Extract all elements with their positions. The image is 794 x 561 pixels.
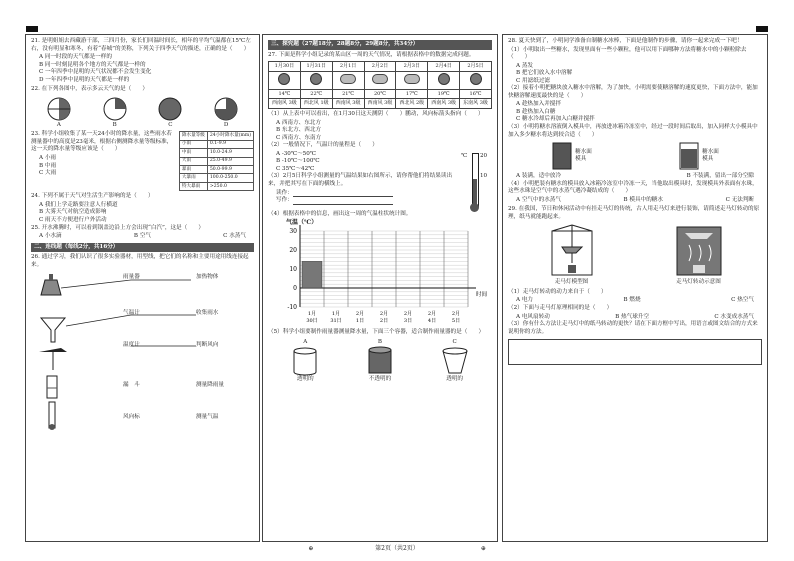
q29-part3: （3）你有什么方法让走马灯中的纸马转动的更快？请在下面方框中写出，用语言或图文结合的方式来说明你的方法。 <box>508 321 758 335</box>
weather-symbol-icon <box>46 96 72 122</box>
label-syrup-surface-b: 糖水面 <box>702 148 719 155</box>
q29-part1-option-c[interactable]: C 热空气 <box>731 297 754 304</box>
chart-x-tick-label: 1月 <box>331 311 341 318</box>
q28-part2-option-b[interactable]: B 趁热加入白糖 <box>516 108 556 115</box>
table-row: 暴雨 50.0-99.9 <box>179 166 253 174</box>
q27-part2: （2）一般情况下，气温计的量程是（ ） <box>268 142 378 149</box>
container-label-b: B <box>377 338 383 345</box>
q27-part1-option-c[interactable]: C 西南方、东南方 <box>276 134 322 141</box>
thermometer-icon <box>49 402 55 430</box>
q27-part1-option-b[interactable]: B 东北方、西北方 <box>276 127 322 134</box>
lantern-rotation-icon <box>673 223 725 279</box>
rainfall-grade-table <box>179 131 254 191</box>
chart-x-tick-label: 3日 <box>403 318 413 325</box>
q29-part1-option-b[interactable]: B 燃烧 <box>623 297 641 304</box>
q28-part1-option-c[interactable]: C 用滤纸过滤 <box>516 77 551 84</box>
section-2-title: 二、连线题（每线2分，共16分） <box>31 243 254 253</box>
table-header: 24小时降水量(mm) <box>207 132 253 140</box>
table-row: 中雨 10.0-24.9 <box>179 149 253 157</box>
table-row: 西南风 3级 西北风 1级 西南风 3级 西南风 3级 西北风 2级 西南风 3级 东南风 3级 <box>269 99 492 109</box>
chart-y-tick-label: 30 <box>289 228 297 236</box>
match-left-4: 漏 斗 <box>123 382 140 389</box>
opaque-cylinder-icon <box>365 346 395 376</box>
q22-option-b[interactable] <box>102 96 128 130</box>
table-row: 14℃ 22℃ 21℃ 20℃ 17℃ 19℃ 16℃ <box>269 89 492 99</box>
container-caption-c: 透明的 <box>446 376 464 383</box>
q21-option-a[interactable]: A 同一时段的天气都是一样的 <box>39 54 112 61</box>
column-left <box>25 34 260 542</box>
container-label-a: A <box>303 338 308 345</box>
q22-stem: 22. 在下列各图中，表示多云天气的是（ ） <box>31 86 148 93</box>
q28-part3-option-b[interactable]: B 不装满，留出一部分空隙 <box>686 173 754 180</box>
q22-option-d[interactable] <box>213 96 239 130</box>
q22-label-d: D <box>223 121 229 128</box>
q22-label-c: C <box>168 121 173 128</box>
q29-part1: （1）走马灯转动的动力来自于（ ） <box>508 288 607 295</box>
q25-option-b[interactable]: B 空气 <box>133 233 151 240</box>
q28-part1: （1）小明取出一些糖水，发现里面有一些小颗粒，他可以用下面哪种方法将糖水中的小颗粒除去（ ） <box>508 46 747 61</box>
q25-option-a[interactable]: A 小水滴 <box>39 233 62 240</box>
weather-symbol-icon <box>157 96 183 122</box>
mold-icon <box>678 141 700 171</box>
page-footer <box>0 545 794 553</box>
chart-x-tick-label: 5日 <box>451 318 461 325</box>
chart-x-tick-label: 1月 <box>307 311 317 318</box>
registration-mark-top-left <box>26 26 38 32</box>
match-left-2: 气温计 <box>123 310 140 317</box>
q24-option-c[interactable]: C 雨天不方便进行户外活动 <box>39 217 107 224</box>
container-caption-a: 透明的 <box>296 376 314 383</box>
match-left-5: 风向标 <box>123 414 140 421</box>
mold-partial-figure <box>678 141 719 171</box>
q28-part3: （3）小明将糖水溶液倒入模具中，再放进冰箱冷冻室中，经过一段时间后取出，加入同样大小模具中加入多少糖水将达到较合适（ ） <box>508 124 758 138</box>
match-left-3: 温度计 <box>123 342 140 349</box>
cloud-icon <box>404 74 420 84</box>
q26-stem: 26. 通过学习，我们认识了很多实验器材，用型线，把它们的名称和主要用途用线连接起来。 <box>31 254 249 268</box>
section-3-title: 三、探究题（27题18分，28题8分，29题8分，共34分） <box>268 40 492 50</box>
q28-part2-option-c[interactable]: C 糖水冷却后再加入白糖并搅拌 <box>516 116 595 123</box>
thermometer-tick-20: 20 <box>480 152 488 159</box>
lantern-rotation-figure <box>673 223 725 287</box>
chart-x-tick-label: 2月 <box>379 311 389 318</box>
q26-matching <box>31 270 254 430</box>
q22-label-a: A <box>56 121 61 128</box>
registration-mark-top-right <box>756 26 768 32</box>
q22-label-b: B <box>112 121 117 128</box>
sun-icon <box>310 73 322 85</box>
cloud-icon <box>372 74 388 84</box>
q22-option-c[interactable] <box>157 96 183 130</box>
chart-y-tick-label: 0 <box>293 285 297 293</box>
match-right-5: 测量气温 <box>196 414 219 421</box>
container-caption-b: 不透明的 <box>368 376 392 383</box>
q27-part1-option-a[interactable]: A 西南方、东北方 <box>276 119 321 126</box>
q29-part2-option-c[interactable]: C 水变成水蒸气 <box>714 313 754 320</box>
chart-x-tick-label: 4日 <box>427 318 437 325</box>
q28-part4-option-c[interactable]: C 无法判断 <box>725 196 754 203</box>
match-right-1: 加热物体 <box>196 274 219 281</box>
q28-part1-option-a[interactable]: A 蒸发 <box>516 62 534 69</box>
column-right <box>502 34 768 542</box>
q29-part2: （2）下面与走马灯原理相同的是（ ） <box>508 305 613 312</box>
weather-symbol-icon <box>213 96 239 122</box>
table-header: 降水量等级 <box>179 132 207 140</box>
q29-part1-option-a[interactable]: A 电力 <box>516 297 534 304</box>
partly-sunny-icon <box>438 73 450 85</box>
q29-answer-box[interactable] <box>508 339 762 365</box>
q27-part3: （3）2月5日科学小组测量的气温结果如右图所示，请你帮他们将结果读出来，并把其写在下面的横线上。 <box>268 173 453 188</box>
thermometer-tick-10: 10 <box>480 172 488 179</box>
chart-x-tick-label: 2月 <box>403 311 413 318</box>
transparent-cylinder-icon <box>290 346 320 376</box>
label-syrup-surface: 糖水面 <box>575 148 592 155</box>
q27-part4: （4）根据表格中的信息，画出这一周的气温柱状统计图。 <box>268 210 412 217</box>
sun-icon <box>470 73 482 85</box>
q28-part4-option-b[interactable]: B 模具中的糖水 <box>623 196 663 203</box>
container-label-c: C <box>452 338 457 345</box>
q25-stem: 25. 开水沸腾时，可以看到锅盖边沿上方会出现“白汽”，这是（ ） <box>31 224 205 231</box>
mold-full-figure <box>551 141 592 171</box>
table-row: 小雨 0.1-9.9 <box>179 140 253 148</box>
q25-option-c[interactable]: C 水蒸气 <box>223 233 246 240</box>
matching-lines <box>31 270 253 430</box>
column-middle <box>262 34 498 542</box>
thermometer-unit: ℃ <box>461 152 468 159</box>
partly-sunny-icon <box>278 73 290 85</box>
table-row <box>269 71 492 89</box>
match-right-4: 测量降雨量 <box>196 382 224 389</box>
chart-y-tick-label: 10 <box>289 266 297 274</box>
q23-stem: 23. 科学小组收集了某一天24小时的降水量，这些雨水若测量器中的高度是23毫米，根据右侧测降水量等级标准，这一天的降水量等级应该是（ ） <box>31 131 173 153</box>
funnel-icon <box>41 318 65 342</box>
q28-part2: （2）接着小明把糖块放入糖水中溶解，为了加快，小明需要使糖溶解的速度更快，下面方法中，能加快糖溶解速度最快的是（ ） <box>508 85 758 99</box>
thermometer-figure <box>456 151 492 211</box>
chart-bar <box>302 262 322 289</box>
write-answer-line[interactable] <box>293 199 393 205</box>
q21-option-d[interactable]: D 一年四季中昆明的天气都是一样的 <box>39 76 130 83</box>
q21-option-b[interactable]: B 同一时刻昆明各个地方的天气都是一样的 <box>39 61 146 68</box>
chart-x-tick-label: 2月 <box>355 311 365 318</box>
q24-option-b[interactable]: B 大雾天气对航空造成影响 <box>39 209 107 216</box>
write-label: 写作： <box>276 197 293 204</box>
match-right-3: 判断风向 <box>196 342 219 349</box>
table-row: 1月30日 1月31日 2月1日 2月2日 2月3日 2月4日 2月5日 <box>269 62 492 72</box>
q23-option-c[interactable]: C 大雨 <box>39 170 57 177</box>
label-mold: 模具 <box>575 156 587 163</box>
q28-part1-option-b[interactable]: B 把它们放入水中溶解 <box>516 70 573 77</box>
cloud-icon <box>340 74 356 84</box>
q29-stem: 29. 在我国，节日和休闲活动中有挂走马灯的传统，古人用走马灯来进行装饰，请简述走马灯转动的原理，纸马就能跑起来。 <box>508 206 760 220</box>
q27-part2-option-b[interactable]: B -10℃～100℃ <box>276 158 320 165</box>
weather-symbol-icon <box>102 96 128 122</box>
q27-part1: （1）从上表中可以看出，在1月30日这天测阴（ ）鹏动，风向标箭头指向（ ） <box>268 111 484 118</box>
read-label: 读作： <box>276 189 293 196</box>
q27-stem: 27. 下面是科学小组记录的某山区一周的天气情况，请根据表格中的数据完成问题。 <box>268 51 475 58</box>
table-row: 大暴雨 100.0-250.0 <box>179 174 253 182</box>
q23-option-a[interactable]: A 小雨 <box>39 155 57 162</box>
chart-xlabel: 时间 <box>476 292 488 299</box>
chart-y-tick-label: -10 <box>287 304 297 312</box>
q27-part5: （5）科学小组要制作雨量器测量降水量，下面三个容器，适合制作雨量器的是（ ） <box>268 329 485 336</box>
chart-x-tick-label: 2月 <box>427 311 437 318</box>
match-right-2: 收集雨水 <box>196 310 219 317</box>
lantern-model-caption: 走马灯模型图 <box>554 279 589 286</box>
alcohol-lamp-icon <box>41 274 61 295</box>
match-left-1: 雨量器 <box>123 274 140 281</box>
q24-option-a[interactable]: A 我们上学走路要注意人行横道 <box>39 201 118 208</box>
mold-icon <box>551 141 573 171</box>
q28-part4-option-a[interactable]: A 空气中的水蒸气 <box>516 196 561 203</box>
chart-x-tick-label: 2日 <box>379 318 389 325</box>
page-number: 第2页（共2页） <box>375 544 419 552</box>
q29-part2-option-a[interactable]: A 电风扇转动 <box>516 313 550 320</box>
container-option-c[interactable] <box>440 339 470 384</box>
q28-part2-option-a[interactable]: A 趁热加入并搅拌 <box>516 101 561 108</box>
table-row: 特大暴雨 >250.0 <box>179 182 253 190</box>
crosshair-icon: ⊕ <box>308 544 314 552</box>
rain-gauge-icon <box>47 376 57 398</box>
q22-options <box>31 96 254 130</box>
chart-ylabel: 气温（℃） <box>286 219 318 227</box>
q27-part2-option-c[interactable]: C 35℃～42℃ <box>276 165 315 172</box>
revolving-lantern-icon <box>546 223 598 279</box>
chart-y-tick-label: 20 <box>289 247 297 255</box>
q22-option-a[interactable] <box>46 96 72 130</box>
q21-stem: 21. 是明姐姐去西藏游干部，三四月份，家长们回温时间长，相年的平均气温都在15℃左右，没有明显和寒冬，有着“春城”的美称，下列关于四季天气的描述，正确的是（ ） <box>31 38 251 52</box>
q27-part2-option-a[interactable]: A -30℃～50℃ <box>276 150 317 157</box>
q23-option-b[interactable]: B 中雨 <box>39 162 57 169</box>
q21-option-c[interactable]: C 一年四季中昆明的天气状况都不会发生变化 <box>39 69 152 76</box>
lantern-rotation-caption: 走马灯转动示意图 <box>676 279 721 286</box>
container-option-a[interactable] <box>290 339 320 384</box>
crosshair-icon: ⊕ <box>480 544 486 552</box>
chart-x-tick-label: 31日 <box>330 318 342 325</box>
temperature-chart <box>268 219 492 329</box>
label-mold-b: 模具 <box>702 156 714 163</box>
chart-svg <box>268 219 490 329</box>
q28-part3-option-a[interactable]: A 装满，适中放冷 <box>516 173 561 180</box>
table-row: 大雨 25.0-49.9 <box>179 157 253 165</box>
q28-stem: 28. 夏天快到了，小明同学准备自制糖水冰棒，下面是他制作的步骤，请你一起来完成一下吧！ <box>508 38 743 44</box>
chart-x-tick-label: 2月 <box>451 311 461 318</box>
q24-stem: 24. 下列不属于天气对生活生产影响的是（ ） <box>31 193 154 200</box>
q28-part4: （4）小明把装有糖水的模具放入冰箱冷冻室中冷冻一天，当他取出模具时，发现模具外表面有水珠，这些水珠是空气中的水蒸气遇冷凝结成的（ ） <box>508 180 758 195</box>
chart-x-tick-label: 30日 <box>306 318 318 325</box>
transparent-cup-icon <box>440 346 470 376</box>
q29-part2-option-b[interactable]: B 热气球升空 <box>615 313 650 320</box>
weather-table <box>268 61 492 109</box>
lantern-model-figure <box>546 223 598 287</box>
chart-x-tick-label: 1日 <box>355 318 365 325</box>
container-option-b[interactable] <box>365 339 395 384</box>
wind-vane-icon <box>39 348 67 370</box>
